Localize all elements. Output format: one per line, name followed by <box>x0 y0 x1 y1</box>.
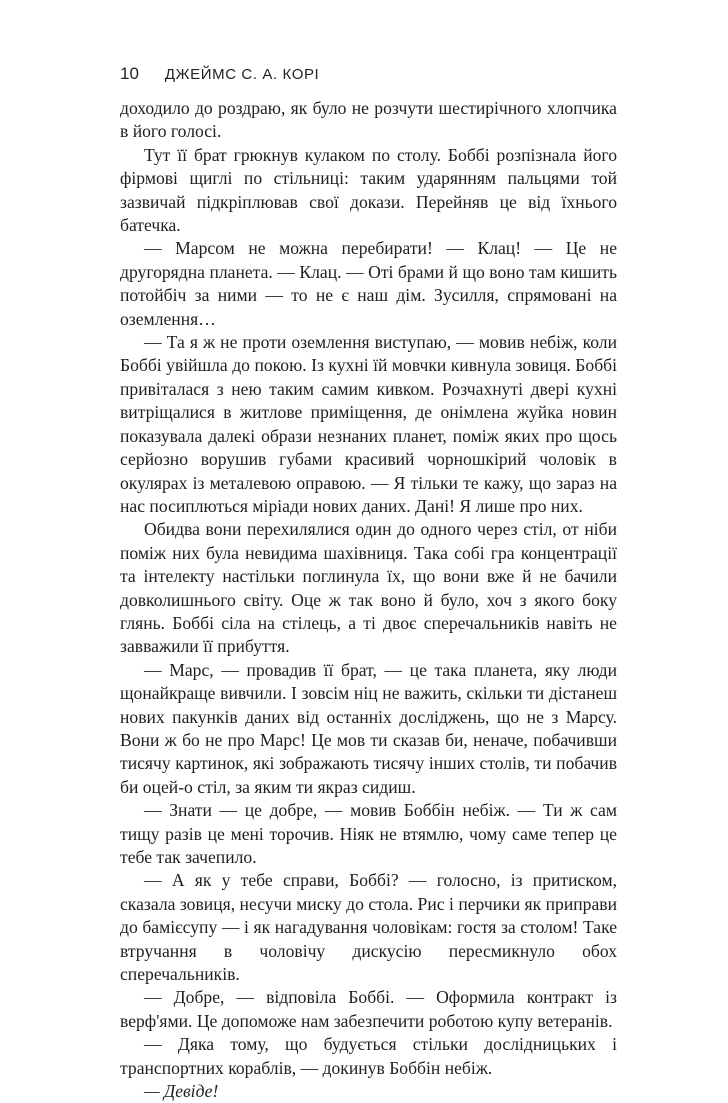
paragraph: — А як у тебе справи, Боббі? — голосно, із притиском, сказала зовиця, несучи миску до стола. Рис і перчики як приправи до бамієсупу — і як нагадування чоловікам: гостя за столом! Таке втручання в чоловічу дискусію пересмикнуло обох сперечальників. <box>120 870 617 985</box>
paragraph: — Девіде! <box>144 1081 219 1102</box>
running-head-author: ДЖЕЙМС С. А. КОРІ <box>164 66 320 83</box>
paragraph: — Добре, — відповіла Боббі. — Оформила контракт із верф'ями. Це допоможе нам забезпечити роботою купу ветеранів. <box>120 987 617 1031</box>
paragraph: — Та я ж не проти оземлення виступаю, — мовив небіж, коли Боббі увійшла до покою. Із кухні їй мовчки кивнула зовиця. Боббі привіталася з нею таким самим кивком. Розчахнуті двері кухні витріщалися в житлове приміщення, де онімлена жуйка новин показувала далекі образи незнаних планет, поміж яких про щось серйозно ворушив губами красивий чорношкірий чоловік в окулярах із металевою оправою. — Я тільки те кажу, що зараз на нас посиплються міріади нових даних. Дані! Я лише про них. <box>120 332 617 516</box>
paragraph: — Марс, — провадив її брат, — це така планета, яку люди щонайкраще вивчили. І зовсім ніц не важить, скільки ти дістанеш нових пакунків даних від останніх досліджень, що не з Марсу. Вони ж бо не про Марс! Це мов ти сказав би, неначе, побачивши тисячу картинок, які зображають тисячу інших столів, ти побачив би оцей-о стіл, за яким ти якраз сидиш. <box>120 659 617 797</box>
paragraph: доходило до роздраю, як було не розчути шестирічного хлопчика в його голосі. <box>120 98 617 142</box>
paragraph: — Марсом не можна перебирати! — Клац! — Це не другорядна планета. — Клац. — Оті брами й що воно там кишить потойбіч за ними — то не є наш дім. Зусилля, спрямовані на оземлення… <box>120 238 617 329</box>
body-text <box>120 97 617 1103</box>
paragraph: — Знати — це добре, — мовив Боббін небіж. — Ти ж сам тищу разів це мені торочив. Ніяк не втямлю, чому саме тепер це тебе так зачепило. <box>120 800 617 867</box>
running-head <box>120 64 319 86</box>
paragraph: Тут її брат грюкнув кулаком по столу. Боббі розпізнала його фірмові щиглі по стільниці: таким ударянням пальцями той зазвичай підкріплював свої докази. Перейняв це від їхнього батечка. <box>120 144 617 236</box>
paragraph: — Дяка тому, що будується стільки дослідницьких і транспортних кораблів, — докинув Боббін небіж. <box>120 1034 617 1078</box>
paragraph: Обидва вони перехилялися один до одного через стіл, от ніби поміж них була невидима шахівниця. Така собі гра концентрації та інтелекту настільки поглинула їх, що вони вже й не бачили довколишнього світу. Оце ж так воно й було, хоч з якого боку глянь. Боббі сіла на стілець, а ті двоє сперечальників навіть не завважили її прибуття. <box>120 519 617 657</box>
page-number: 10 <box>120 64 139 83</box>
